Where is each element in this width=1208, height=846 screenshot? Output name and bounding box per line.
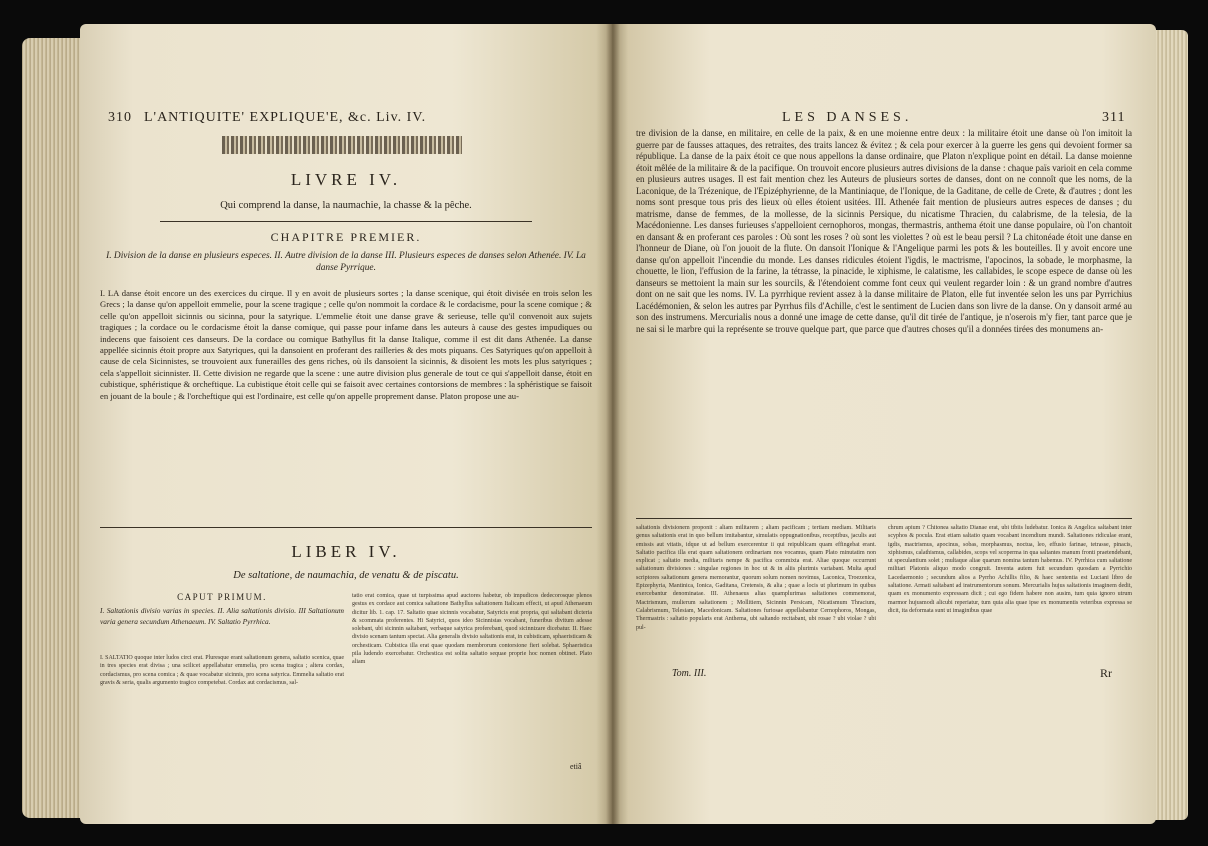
book-subtitle: Qui comprend la danse, la naumachie, la chasse & la pêche. <box>220 200 472 211</box>
divider <box>100 527 592 528</box>
chapter-title: CHAPITRE PREMIER. <box>270 230 422 244</box>
latin-column-2: chrum apium ? Chitonea saltatio Dianae erat, ubi tibiis ludebatur. Ionica & Angelica saltabant inter scyphos & pocula. Erat etiam saltatio quam vocabant incendium mundi. Saltationes ridiculae erant, igdis, mactrismus, apocinus, sobas, morphasmus, noctua, leo, effusio farinae, tetrasse, pinacis, xiphismus, calathismus, callabides, scops vel scoperma in qua saltantes manum fronti praetendebant, ut speculantium solet ; multaque aliae quarum nomina tantum habemus. IV. Pyrrhica cum saltatione militari Platonis aliquo modo congruit. Inventa autem fuit secundum quosdam a Pyrrichio Lacedaemonio ; secundum alios a Pyrrho Achillis filio, & haec sententia est Luciani libro de saltatione. Armati saltabant ad instrumentorum sonum. Mercurialis hujus saltationis imaginem dedit, quam ex monumento expressam dicit ; cui ego fidem habere non ausim, tum quia ignoro utrum marmor hujusmodi alicubi reperiatur, tum quia alia quae ipse ex monumentis veteribus expressa se dicit, ita deformata sunt ut imaginibus quae <box>888 525 1132 614</box>
french-body-text: tre division de la danse, en militaire, en celle de la paix, & en une moienne entre deux : la militaire étoit une danse où l'on imitoit la guerre par de fausses attaques, des retraites, des traits lancez & évitez ; & cela pour exercer à la guerre les gens qui devoient former sa république. La danse de la paix étoit ce que nous appellons la danse ordinaire, que Platon n'explique point en détail. La danse moienne étoit mêlée de la militaire & de la pacifique. On trouvoit encore plusieurs autres divisions de la danse : chaque païs varioit en cela comme en plusieurs autres usages. Il est fait mention chez les Auteurs de plusieurs sortes de danses, dont on ne connoît que les noms, de la Laconique, de la Trézenique, de l'Epizéphyrienne, de la Mantiniaque, de l'Ionique, de la Gaditane, de celle de Crete, & d'autres ; dont les noms sont presque tous pris des lieux où elles étoient usitées. III. Athenée fait mention de plusieurs autres especes de danses ; du matrisme, danse de femmes, de la mollesse, de la sicinnis Persique, du nicatisme Thracien, du calabrisme, de la telesia, de la Macédonienne. Les danses furieuses s'appelloient cernophoros, mongas, thermastris, anthema étoit une danse populaire, où l'on chantoit en dansant & en proferant ces paroles : Où sont les roses ? où sont les violettes ? où est le beau persil ? La chitonéade étoit une danse en l'honneur de Diane, où l'on jouoit de la flute. On dansoit l'Ionique & l'Angelique parmi les pots & les bouteilles. Il y avoit encore une danse qu'on appelloit l'incendie du monde. Les danses ridicules étoient l'igdis, le mactrisme, l'apocinos, la sobade, le morphasme, la chouette, le lion, l'effusion de la farine, la tétrasse, la pinacide, le xiphisme, le calatisme, les callabides, le scope espece de danse où les danseurs se mettoient la main sur les sourcils, & l'étendoient comme font ceux qui veulent regarder loin : & un grand nombre d'autres dont on ne sait que les noms. IV. La pyrrhique revient assez à la danse militaire de Platon, elle fut inventée selon les uns par Pyrrichius Lacédémonien, & selon les autres par Pyrrhus fils d'Achille, c'est le sentiment de Lucien dans son livre de la danse. On y dansoit armé au son des instrumens. Mercurialis nous a donné une image de cette danse, qu'il dit tirée de l'antique, je n'oserois m'y fier, tant parce que je ne sai si le marbre qui la représente se trouve quelque part, que parce que d'autres choses qu'il a données tirées des monumens an- <box>636 128 1132 334</box>
divider <box>636 518 1132 519</box>
signature-mark: Rr <box>1100 666 1112 680</box>
book <box>22 10 1188 836</box>
chapter-summary: I. Division de la danse en plusieurs especes. II. Autre division de la danse III. Plusieurs especes de danses selon Athenée. IV. La danse Pyrrique. <box>106 251 586 273</box>
latin-column-1: saltationis divisionem proponit : aliam militarem ; aliam pacificam ; tertiam mediam. Militaris genus saltationis erat in quo bellum imitabantur, simulatis oppugnationibus, receptibus, jaculis aut emissis aut vitatis, idque ut ad bellum exercerentur ii qui reipublicam quam effingebat erant. Saltatio pacifica illa erat quam saltationem ordinariam nos vocamus, quam Plato minutatim non explicat ; saltatio media, militaris nempe & pacifica commixta erat. Aliae quoque occurrunt saltationum divisiones : singulae regiones in hoc ut & in aliis plurimis variabant. Multa apud scriptores saltationum genera memorantur, quorum solum nomen novimus, Laconica, Troezenica, Epizephyria, Mantinica, Ionica, Gaditana, Cretensis, & alia ; quae a locis ut plurimum in quibus exercebantur denominatae. III. Athenaeus alias quamplurimas saltationes commemorat, Mactrismum, mulierum saltationem ; Mollitiem, Sicinnin Persicam, Nicatismum Thracium, Calabrismum, Telesiam, Macedonicam. Saltationes furiosae appellabantur Cernophoros, Mongas, Thermastris : saltatio popularis erat Anthema, ubi saltando recitabant, ubi rosae ? ubi violae ? ubi pul- <box>636 525 876 631</box>
latin-column-1: I. SALTATIO quoque inter ludos circi erat. Pluresque erant saltationum genera, saltatio scenica, quae in tres species erat divisa ; una scilicet appellabatur emmelia, pro scena tragica ; altera cordax, cordacismus, pro scena comica ; & quae vocabatur sicinnis, pro scena satyrica. Emmelia saltatio erat gravis & seria, qualis argumento tragico competebat. Cordax aut cordacismus, sal- <box>100 655 344 686</box>
latin-summary: I. Saltationis divisio varias in species. II. Alia saltationis divisio. III Saltationum varia genera secundum Athenaeum. IV. Saltatio Pyrrhica. <box>100 606 344 626</box>
book-gutter <box>606 24 620 824</box>
catchword-left: etiâ <box>570 762 582 771</box>
latin-subtitle: De saltatione, de naumachia, de venatu & de piscatu. <box>233 570 459 581</box>
running-head-left: L'ANTIQUITE' EXPLIQUE'E, &c. Liv. IV. <box>144 110 427 125</box>
page-number-right: 311 <box>1102 110 1126 125</box>
headpiece-ornament <box>222 136 462 154</box>
signature-volume: Tom. III. <box>672 668 707 679</box>
latin-column-2: tatio erat comica, quae ut turpissima apud auctores habetur, ob impudicos dedecorosque plenos gestus ex cordace aut comica saltatione Bathyllus saltationem Italicam effecit, ut apud Athenaeum dicitur lib. 1. cap. 17. Saltatio quae sicinnis vocabatur, Satyricis erat propria, qui saltabant dicteria & scommata proferentes. Hi Satyrici, quos ideo Sicinnistas vocabant, funeribus divitum adesse solebant, ubi sicinnin saltabant, verbaque satyrica proferebant, quod sicinnizare dicebatur. II. Haec divisio scenam tantum spectat. Alia generalis divisio saltationis erat, in cubisticam, sphaeristicam & orchesticam. Cubistica illa erat quae quodam membrorum contorsione fieri solebat. Sphaeristica pila ludendo exercebatur. Orchestica est solita saltatio sequae proprie hoc nomen obtinet. Plato aliam <box>352 593 592 666</box>
right-page <box>612 24 1156 824</box>
left-page <box>80 24 612 824</box>
running-head-right: LES DANSES. <box>782 110 913 125</box>
divider <box>160 221 532 222</box>
latin-chapter-title: CAPUT PRIMUM. <box>177 592 267 602</box>
left-fore-edge <box>22 38 84 818</box>
latin-book-title: LIBER IV. <box>291 542 401 561</box>
page-number-left: 310 <box>108 110 132 125</box>
right-fore-edge <box>1154 30 1188 820</box>
french-body-text: I. LA danse étoit encore un des exercices du cirque. Il y en avoit de plusieurs sortes ; la danse scenique, qui étoit divisée en trois selon les Grecs ; la danse qu'on appelloit emmelie, pour la scene tragique ; celle qu'on nommoit la cordace & le cordacisme, pour la scene comique ; & celle qu'on appelloit sicinnis ou sicinna, pour la satyrique. L'emmelie étoit une danse grave & serieuse, telle qu'il convenoit aux sujets tragiques ; la cordace ou le cordacisme étoit la danse comique, qui passe pour infame dans les auteurs à cause des gestes impudiques ou indecens que faisoient ces danseurs. De la cordace ou comique Bathyllus fit la danse Italique, comme il est dit dans Athenée. La danse appellée sicinnis étoit propre aux Satyriques, qui la dansoient en proferant des railleries & des mots piquans. Ces Satyriques qu'on appelloit à cause de cela Sicinnistes, se trouvoient aux funerailles des gens riches, où ils dansoient la sicinnis, & disoient les mots les plus satyriques ; cela s'appelloit sicinnister. II. Cette division ne regarde que la scene : une autre division plus generale de tout ce qui s'appelloit danse, étoit en cubistique, sphéristique & orcheftique. La cubistique étoit celle qui se faisoit avec certaines contorsions de membres : la sphéristique se faisoit en jouant de la boule ; & l'orcheftique qui est l'ordinaire, est celle qu'on appelle proprement danse. Platon propose une au- <box>100 288 592 401</box>
book-title: LIVRE IV. <box>290 170 402 189</box>
